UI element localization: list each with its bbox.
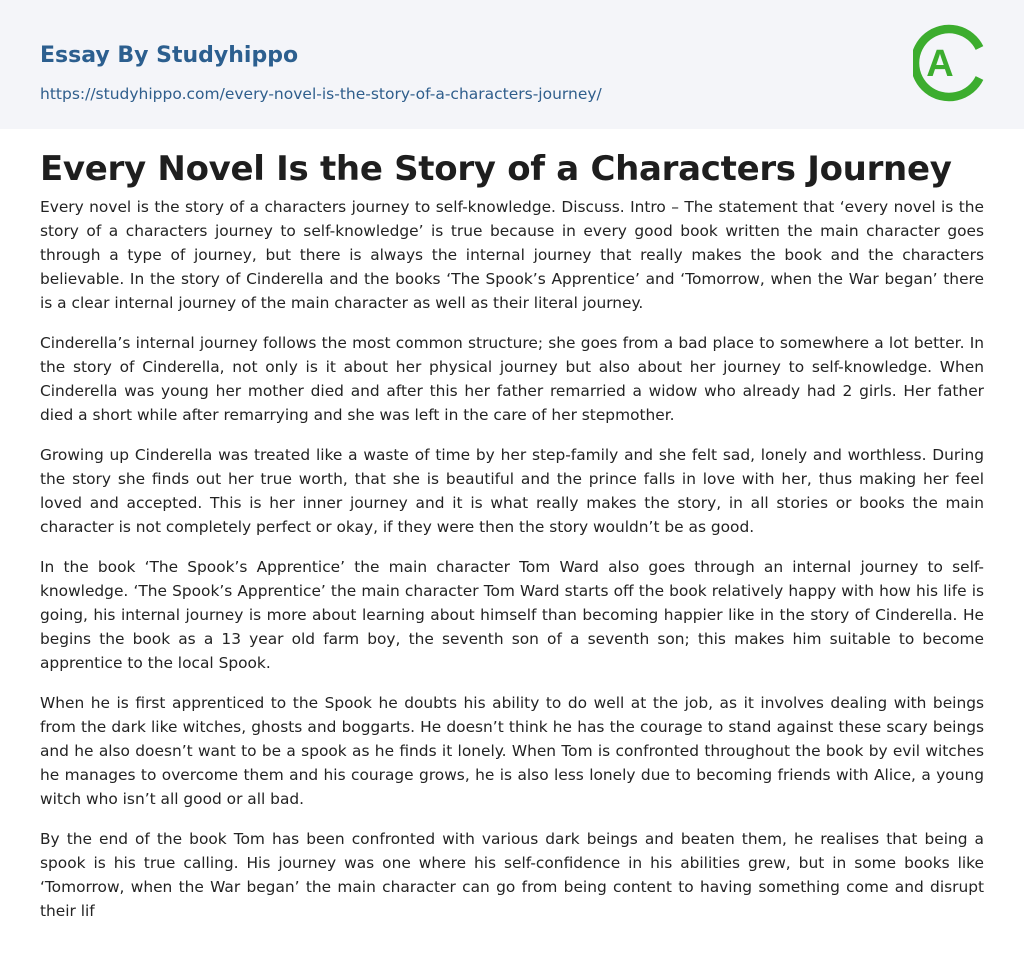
page-url-link[interactable]: https://studyhippo.com/every-novel-is-the-story-of-a-characters-journey/ — [40, 85, 602, 103]
brand-title: Essay By Studyhippo — [40, 43, 299, 68]
essay-content — [0, 129, 1024, 923]
essay-paragraph: By the end of the book Tom has been confronted with various dark beings and beaten them, he realises that being a spook is his true calling. His journey was one where his self-confidence in his abilities grew, but in some books like ‘Tomorrow, when the War began’ the main character can go from being content to having something come and disrupt their lif — [40, 830, 984, 920]
essay-title: Every Novel Is the Story of a Characters Journey — [40, 149, 952, 189]
site-header — [0, 0, 1024, 129]
logo-letter: A — [926, 43, 954, 85]
essay-paragraph: Every novel is the story of a characters journey to self-knowledge. Discuss. Intro – The statement that ‘every novel is the story of a characters journey to self-knowledge’ is true because in every good book written the main character goes through a type of journey, but there is always the internal journey that really makes the book and the characters believable. In the story of Cinderella and the books ‘The Spook’s Apprentice’ and ‘Tomorrow, when the War began’ there is a clear internal journey of the main character as well as their literal journey. — [40, 198, 984, 312]
essay-paragraph: Growing up Cinderella was treated like a waste of time by her step-family and she felt sad, lonely and worthless. During the story she finds out her true worth, that she is beautiful and the prince falls in love with her, thus making her feel loved and accepted. This is her inner journey and it is what really makes the story, in all stories or books the main character is not completely perfect or okay, if they were then the story wouldn’t be as good. — [40, 446, 984, 536]
ring-a-logo-icon[interactable] — [913, 19, 987, 107]
essay-paragraph: In the book ‘The Spook’s Apprentice’ the main character Tom Ward also goes through an internal journey to self-knowledge. ‘The Spook’s Apprentice’ the main character Tom Ward starts off the book relatively happy with how his life is going, his internal journey is more about learning about himself than becoming happier like in the story of Cinderella. He begins the book as a 13 year old farm boy, the seventh son of a seventh son; this makes him suitable to become apprentice to the local Spook. — [40, 558, 984, 672]
essay-paragraph: Cinderella’s internal journey follows the most common structure; she goes from a bad place to somewhere a lot better. In the story of Cinderella, not only is it about her physical journey but also about her journey to self-knowledge. When Cinderella was young her mother died and after this her father remarried a widow who already had 2 girls. Her father died a short while after remarrying and she was left in the care of her stepmother. — [40, 334, 984, 424]
essay-paragraph: When he is first apprenticed to the Spook he doubts his ability to do well at the job, as it involves dealing with beings from the dark like witches, ghosts and boggarts. He doesn’t think he has the courage to stand against these scary beings and he also doesn’t want to be a spook as he finds it lonely. When Tom is confronted throughout the book by evil witches he manages to overcome them and his courage grows, he is also less lonely due to becoming friends with Alice, a young witch who isn’t all good or all bad. — [40, 694, 984, 808]
